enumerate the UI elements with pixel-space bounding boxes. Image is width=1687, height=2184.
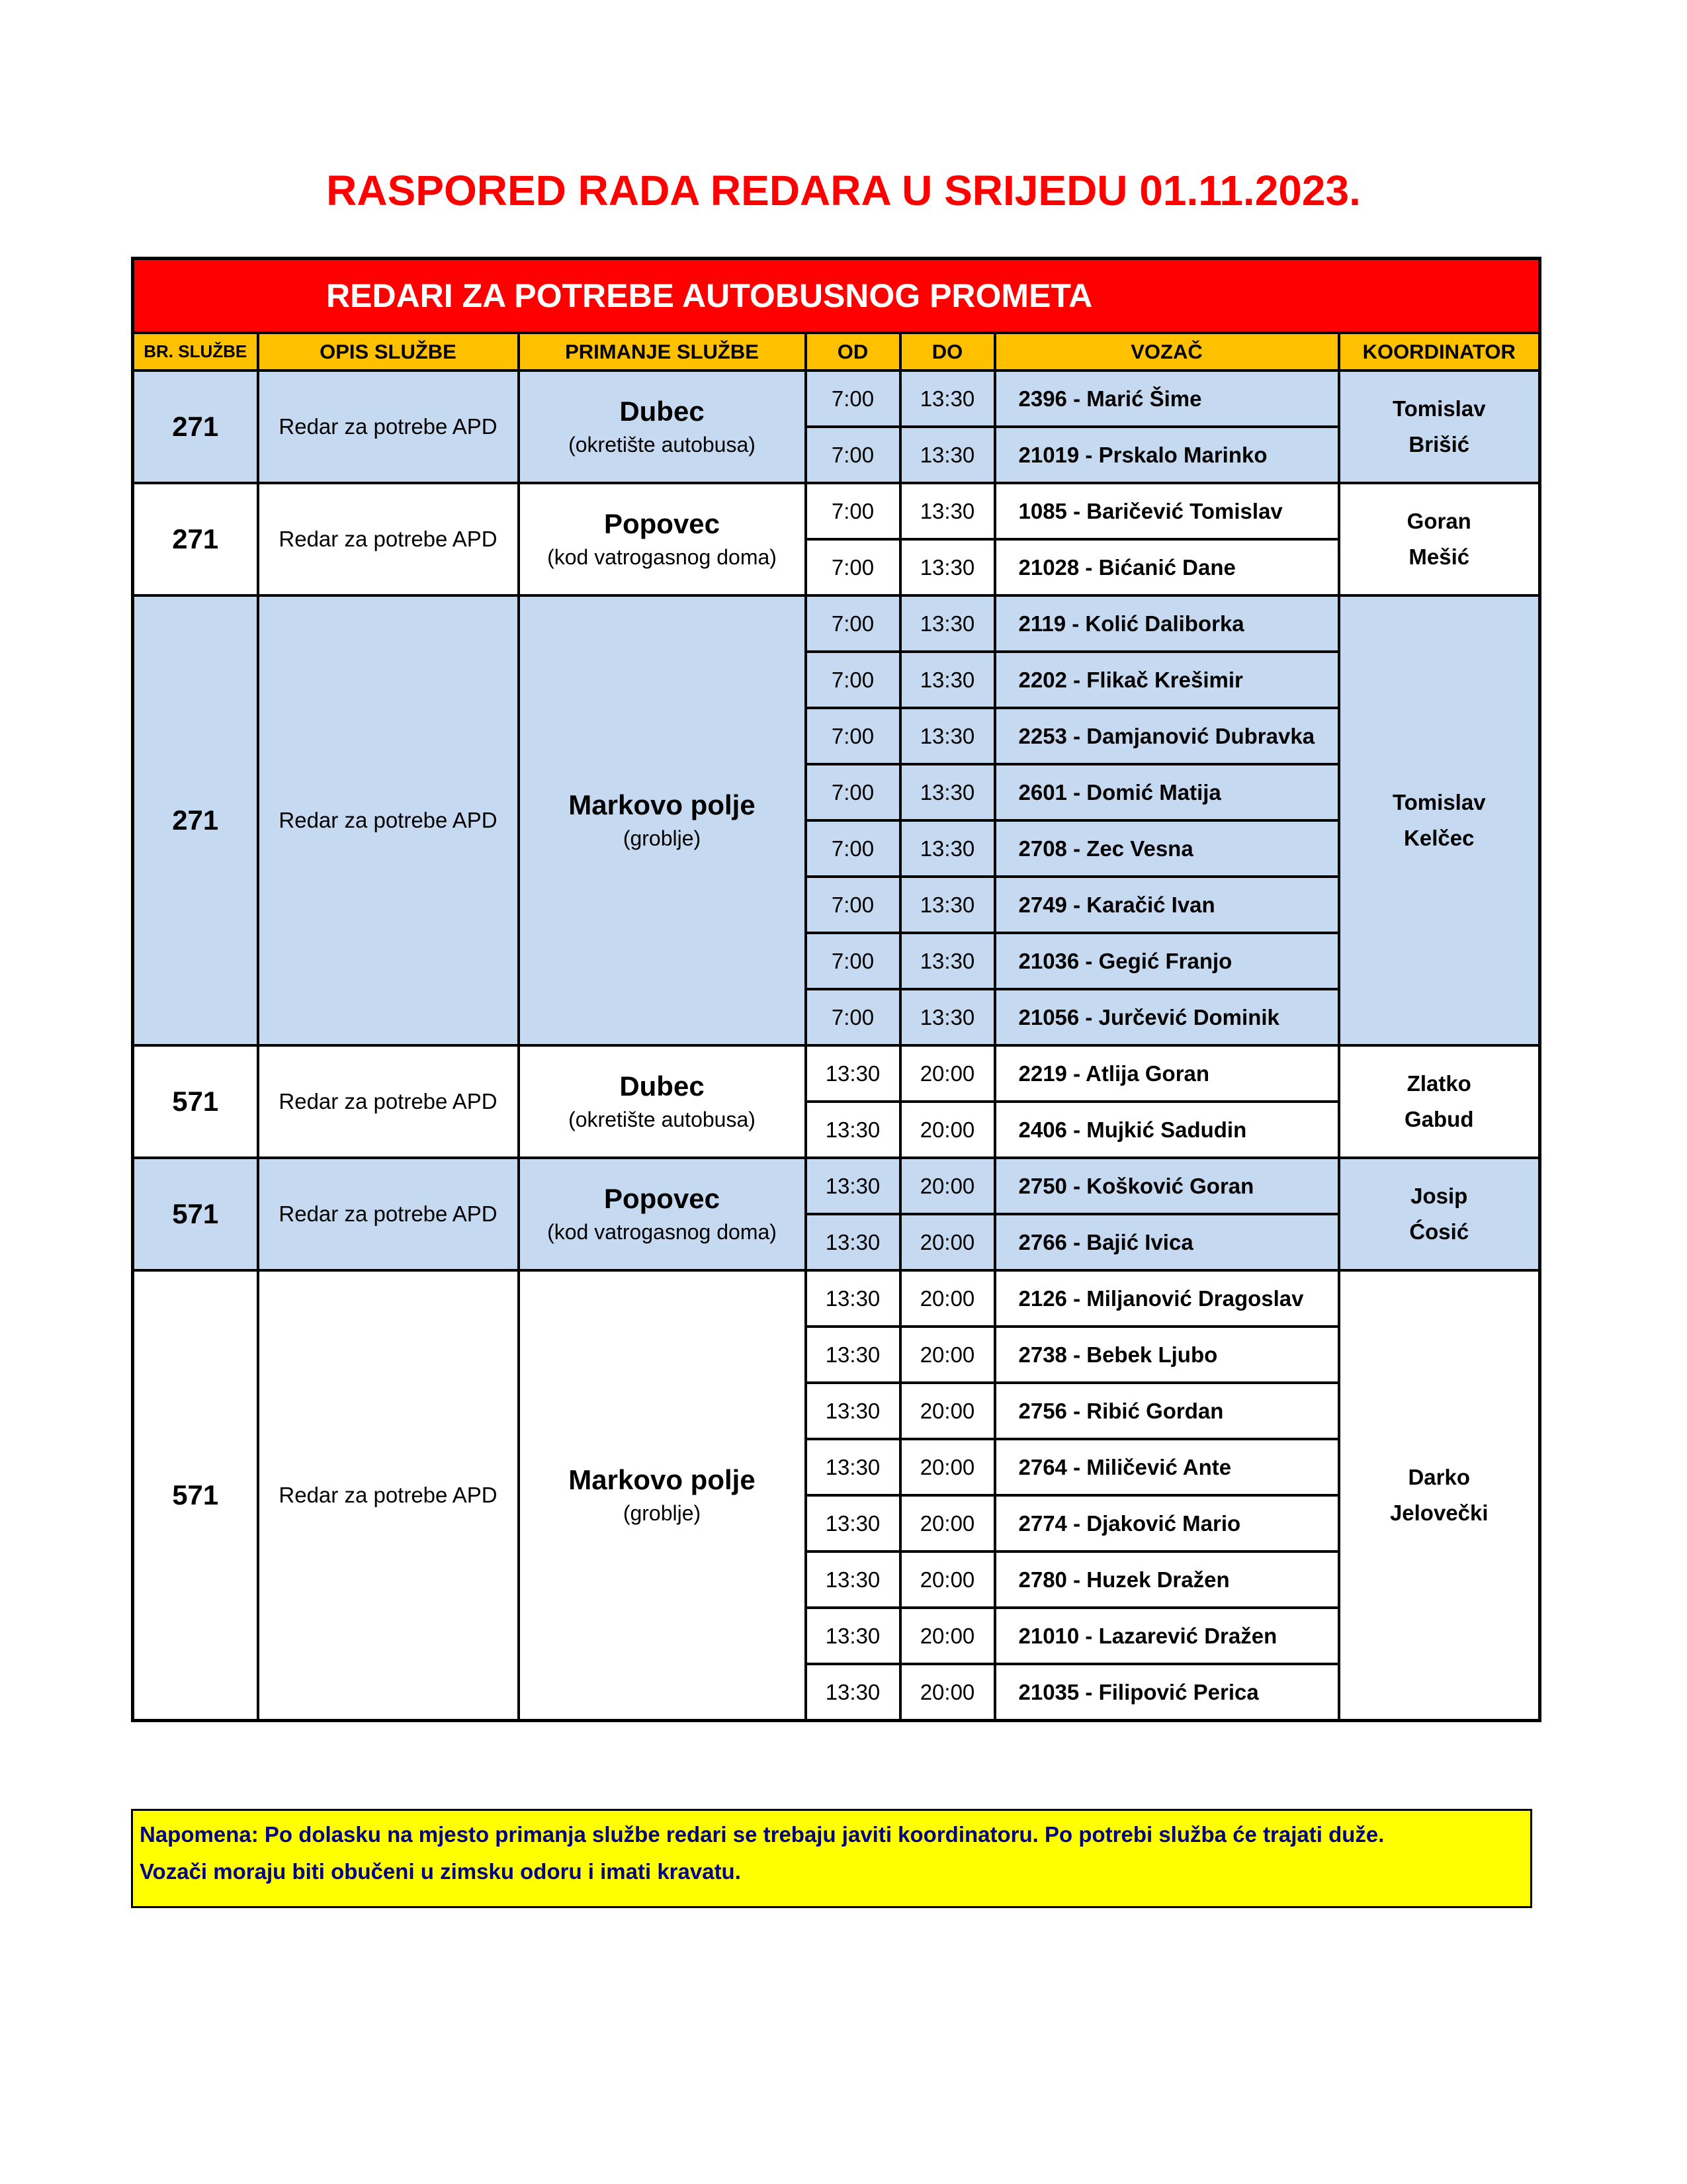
driver-name: 2764 - Miličević Ante	[995, 1439, 1339, 1495]
driver-name: 1085 - Baričević Tomislav	[995, 483, 1339, 539]
time-from: 7:00	[806, 427, 900, 483]
time-from: 7:00	[806, 595, 900, 652]
time-from: 13:30	[806, 1158, 900, 1214]
coordinator-name-part: Darko	[1408, 1465, 1471, 1489]
time-to: 20:00	[900, 1495, 995, 1551]
time-from: 7:00	[806, 989, 900, 1045]
time-from: 13:30	[806, 1495, 900, 1551]
service-location	[519, 1158, 806, 1270]
time-to: 13:30	[900, 595, 995, 652]
coordinator-name-part: Goran	[1406, 509, 1471, 533]
time-from: 13:30	[806, 1551, 900, 1608]
table-row	[133, 595, 1540, 652]
service-description: Redar za potrebe APD	[258, 595, 519, 1045]
driver-name: 21035 - Filipović Perica	[995, 1664, 1339, 1721]
driver-name: 2601 - Domić Matija	[995, 764, 1339, 820]
driver-name: 2708 - Zec Vesna	[995, 820, 1339, 877]
time-from: 13:30	[806, 1270, 900, 1327]
time-to: 13:30	[900, 877, 995, 933]
service-location	[519, 1270, 806, 1721]
time-to: 13:30	[900, 427, 995, 483]
service-number: 571	[133, 1045, 258, 1158]
service-location	[519, 371, 806, 483]
time-from: 13:30	[806, 1664, 900, 1721]
time-to: 20:00	[900, 1045, 995, 1102]
time-from: 13:30	[806, 1383, 900, 1439]
coordinator-name-part: Ćosić	[1409, 1219, 1469, 1244]
time-to: 20:00	[900, 1327, 995, 1383]
coordinator-name-part: Josip	[1410, 1184, 1468, 1208]
service-description: Redar za potrebe APD	[258, 1045, 519, 1158]
coordinator-name-part: Tomislav	[1392, 790, 1486, 814]
time-to: 13:30	[900, 483, 995, 539]
time-to: 20:00	[900, 1270, 995, 1327]
driver-name: 2406 - Mujkić Sadudin	[995, 1102, 1339, 1158]
location-name: Popovec	[603, 1183, 720, 1214]
driver-name: 21028 - Bićanić Dane	[995, 539, 1339, 595]
time-to: 20:00	[900, 1608, 995, 1664]
location-name: Dubec	[619, 1070, 705, 1102]
schedule-body	[133, 371, 1540, 1721]
time-to: 20:00	[900, 1383, 995, 1439]
table-row	[133, 1045, 1540, 1102]
time-from: 7:00	[806, 371, 900, 427]
time-from: 7:00	[806, 483, 900, 539]
coordinator-name-part: Tomislav	[1392, 396, 1486, 421]
location-detail: (groblje)	[623, 1501, 701, 1525]
time-from: 13:30	[806, 1102, 900, 1158]
driver-name: 21010 - Lazarević Dražen	[995, 1608, 1339, 1664]
time-to: 13:30	[900, 708, 995, 764]
time-from: 7:00	[806, 820, 900, 877]
service-location	[519, 1045, 806, 1158]
header-row	[133, 333, 1540, 371]
driver-name: 2126 - Miljanović Dragoslav	[995, 1270, 1339, 1327]
driver-name: 2253 - Damjanović Dubravka	[995, 708, 1339, 764]
driver-name: 21036 - Gegić Franjo	[995, 933, 1339, 989]
note-box	[131, 1809, 1532, 1908]
time-from: 13:30	[806, 1045, 900, 1102]
time-from: 7:00	[806, 652, 900, 708]
location-name: Dubec	[619, 396, 705, 427]
driver-name: 21056 - Jurčević Dominik	[995, 989, 1339, 1045]
location-detail: (okretište autobusa)	[568, 433, 756, 457]
time-to: 13:30	[900, 820, 995, 877]
page-title: RASPORED RADA REDARA U SRIJEDU 01.11.2023.	[326, 167, 1361, 214]
time-from: 13:30	[806, 1608, 900, 1664]
coordinator-name-part: Mešić	[1408, 545, 1470, 569]
table-row	[133, 1158, 1540, 1214]
driver-name: 2119 - Kolić Daliborka	[995, 595, 1339, 652]
driver-name: 21019 - Prskalo Marinko	[995, 427, 1339, 483]
time-to: 13:30	[900, 371, 995, 427]
time-to: 13:30	[900, 933, 995, 989]
coordinator-name-part: Kelčec	[1404, 826, 1475, 850]
table-banner: REDARI ZA POTREBE AUTOBUSNOG PROMETA	[133, 259, 1540, 333]
location-name: Markovo polje	[568, 789, 756, 820]
service-location	[519, 595, 806, 1045]
note-line-2: Vozači moraju biti obučeni u zimsku odoru i imati kravatu.	[140, 1859, 741, 1884]
coordinator	[1339, 1045, 1540, 1158]
header-koordinator: KOORDINATOR	[1339, 333, 1540, 371]
time-to: 13:30	[900, 989, 995, 1045]
coordinator-name-part: Gabud	[1405, 1107, 1474, 1131]
time-from: 7:00	[806, 933, 900, 989]
time-from: 7:00	[806, 877, 900, 933]
time-to: 13:30	[900, 652, 995, 708]
time-from: 7:00	[806, 539, 900, 595]
service-description: Redar za potrebe APD	[258, 371, 519, 483]
location-name: Popovec	[603, 508, 720, 539]
header-od: OD	[806, 333, 900, 371]
driver-name: 2219 - Atlija Goran	[995, 1045, 1339, 1102]
time-from: 13:30	[806, 1214, 900, 1270]
time-to: 20:00	[900, 1214, 995, 1270]
coordinator	[1339, 1158, 1540, 1270]
service-description: Redar za potrebe APD	[258, 1158, 519, 1270]
coordinator-name-part: Jelovečki	[1389, 1501, 1489, 1525]
driver-name: 2738 - Bebek Ljubo	[995, 1327, 1339, 1383]
service-number: 271	[133, 371, 258, 483]
time-from: 7:00	[806, 764, 900, 820]
time-to: 20:00	[900, 1664, 995, 1721]
driver-name: 2202 - Flikač Krešimir	[995, 652, 1339, 708]
coordinator	[1339, 1270, 1540, 1721]
table-row	[133, 483, 1540, 539]
coordinator-name-part: Brišić	[1408, 432, 1470, 457]
time-from: 13:30	[806, 1439, 900, 1495]
note-line-1: Napomena: Po dolasku na mjesto primanja službe redari se trebaju javiti koordinatoru. Po potrebi služba će trajati duže.	[140, 1822, 1385, 1847]
time-to: 13:30	[900, 764, 995, 820]
coordinator-name-part: Zlatko	[1406, 1071, 1471, 1096]
driver-name: 2749 - Karačić Ivan	[995, 877, 1339, 933]
time-from: 13:30	[806, 1327, 900, 1383]
driver-name: 2780 - Huzek Dražen	[995, 1551, 1339, 1608]
service-location	[519, 483, 806, 595]
header-vozac: VOZAČ	[995, 333, 1339, 371]
location-detail: (groblje)	[623, 826, 701, 850]
time-to: 20:00	[900, 1158, 995, 1214]
location-detail: (kod vatrogasnog doma)	[547, 1220, 777, 1244]
table-row	[133, 1270, 1540, 1327]
time-to: 20:00	[900, 1102, 995, 1158]
time-to: 13:30	[900, 539, 995, 595]
service-description: Redar za potrebe APD	[258, 1270, 519, 1721]
location-name: Markovo polje	[568, 1464, 756, 1495]
driver-name: 2750 - Košković Goran	[995, 1158, 1339, 1214]
service-number: 571	[133, 1158, 258, 1270]
service-number: 571	[133, 1270, 258, 1721]
service-number: 271	[133, 595, 258, 1045]
time-from: 7:00	[806, 708, 900, 764]
location-detail: (kod vatrogasnog doma)	[547, 545, 777, 569]
driver-name: 2756 - Ribić Gordan	[995, 1383, 1339, 1439]
header-opis-sluzbe: OPIS SLUŽBE	[258, 333, 519, 371]
schedule-table	[131, 257, 1541, 1722]
driver-name: 2396 - Marić Šime	[995, 371, 1339, 427]
driver-name: 2766 - Bajić Ivica	[995, 1214, 1339, 1270]
table-row	[133, 371, 1540, 427]
driver-name: 2774 - Djaković Mario	[995, 1495, 1339, 1551]
time-to: 20:00	[900, 1439, 995, 1495]
coordinator	[1339, 371, 1540, 483]
service-number: 271	[133, 483, 258, 595]
header-do: DO	[900, 333, 995, 371]
coordinator	[1339, 595, 1540, 1045]
coordinator	[1339, 483, 1540, 595]
time-to: 20:00	[900, 1551, 995, 1608]
header-primanje-sluzbe: PRIMANJE SLUŽBE	[519, 333, 806, 371]
location-detail: (okretište autobusa)	[568, 1108, 756, 1131]
header-br-sluzbe: BR. SLUŽBE	[133, 333, 258, 371]
service-description: Redar za potrebe APD	[258, 483, 519, 595]
